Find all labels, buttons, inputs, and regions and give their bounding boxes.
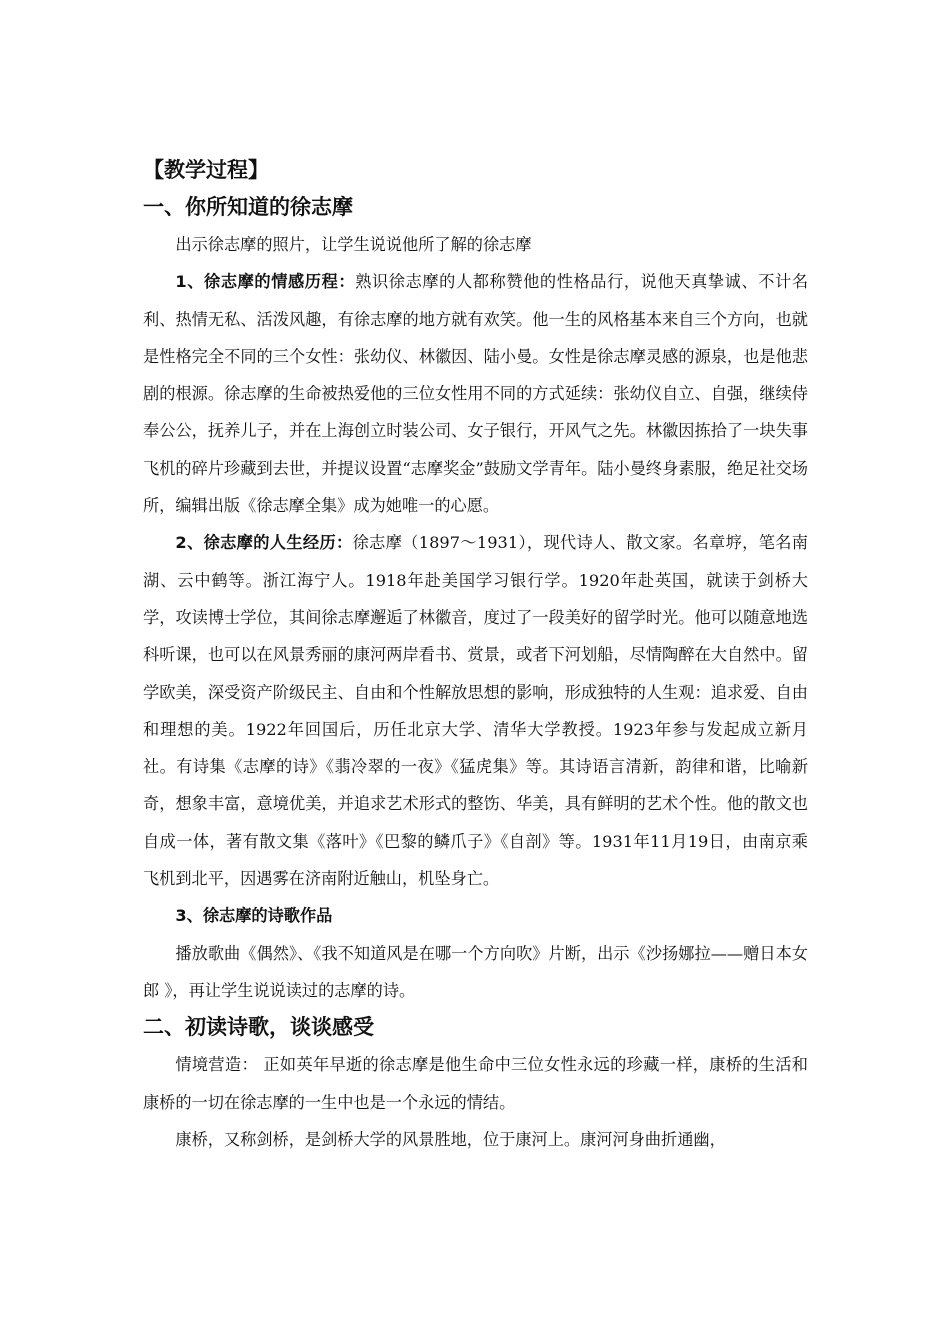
section-2-paragraph-1: 情境营造： 正如英年早逝的徐志摩是他生命中三位女性永远的珍藏一样，康桥的生活和康桥的一切在徐志摩的一生中也是一个永远的情结。 <box>143 1055 808 1112</box>
main-heading: 【教学过程】 <box>143 158 269 182</box>
section-1-title: 一、你所知道的徐志摩 <box>143 195 353 219</box>
item-1-paragraph <box>143 263 808 524</box>
section-2-title: 二、初读诗歌，谈谈感受 <box>143 1015 374 1040</box>
item-2-text: 徐志摩（1897～1931），现代诗人、散文家。名章垿，笔名南湖、云中鹤等。浙江海宁人。1918年赴美国学习银行学。1920年赴英国，就读于剑桥大学，攻读博士学位，其间徐志摩邂逅了林徽音，度过了一段美好的留学时光。他可以随意地选科听课，也可以在风景秀丽的康河两岸看书、赏景，或者下河划船，尽情陶醉在大自然中。留学欧美，深受资产阶级民主、自由和个性解放思想的影响，形成独特的人生观：追求爱、自由和理想的美。1922年回国后，历任北京大学、清华大学教授。1923年参与发起成立新月社。有诗集《志摩的诗》《翡冷翠的一夜》《猛虎集》等。其诗语言清新，韵律和谐，比喻新奇，想象丰富，意境优美，并追求艺术形式的整饬、华美，具有鲜明的艺术个性。他的散文也自成一体，著有散文集《落叶》《巴黎的鳞爪子》《自剖》等。1931年11月19日，由南京乘飞机到北平，因遇雾在济南附近触山，机坠身亡。 <box>143 533 808 889</box>
item-2-paragraph <box>143 524 808 897</box>
item-3-label: 3、徐志摩的诗歌作品 <box>175 906 333 926</box>
section-2-paragraph-2: 康桥，又称剑桥，是剑桥大学的风景胜地，位于康河上。康河河身曲折通幽， <box>175 1129 726 1149</box>
document-page <box>143 152 808 1158</box>
item-1-label: 1、徐志摩的情感历程： <box>175 272 356 292</box>
section-1-intro: 出示徐志摩的照片，让学生说说他所了解的徐志摩 <box>175 235 532 254</box>
item-3-text: 播放歌曲《偶然》、《我不知道风是在哪一个方向吹》片断，出示《沙扬娜拉——赠日本女郎 》，再让学生说说读过的志摩的诗。 <box>143 943 808 1000</box>
item-2-label: 2、徐志摩的人生经历： <box>175 533 353 553</box>
item-1-text: 熟识徐志摩的人都称赞他的性格品行，说他天真挚诚、不计名利、热情无私、活泼风趣，有徐志摩的地方就有欢笑。他一生的风格基本来自三个方向，也就是性格完全不同的三个女性：张幼仪、林徽因、陆小曼。女性是徐志摩灵感的源泉，也是他悲剧的根源。徐志摩的生命被热爱他的三位女性用不同的方式延续：张幼仪自立、自强，继续侍奉公公，抚养儿子，并在上海创立时装公司、女子银行，开风气之先。林徽因拣拾了一块失事飞机的碎片珍藏到去世，并提议设置“志摩奖金”鼓励文学青年。陆小曼终身素服，绝足社交场所，编辑出版《徐志摩全集》成为她唯一的心愿。 <box>143 272 809 516</box>
